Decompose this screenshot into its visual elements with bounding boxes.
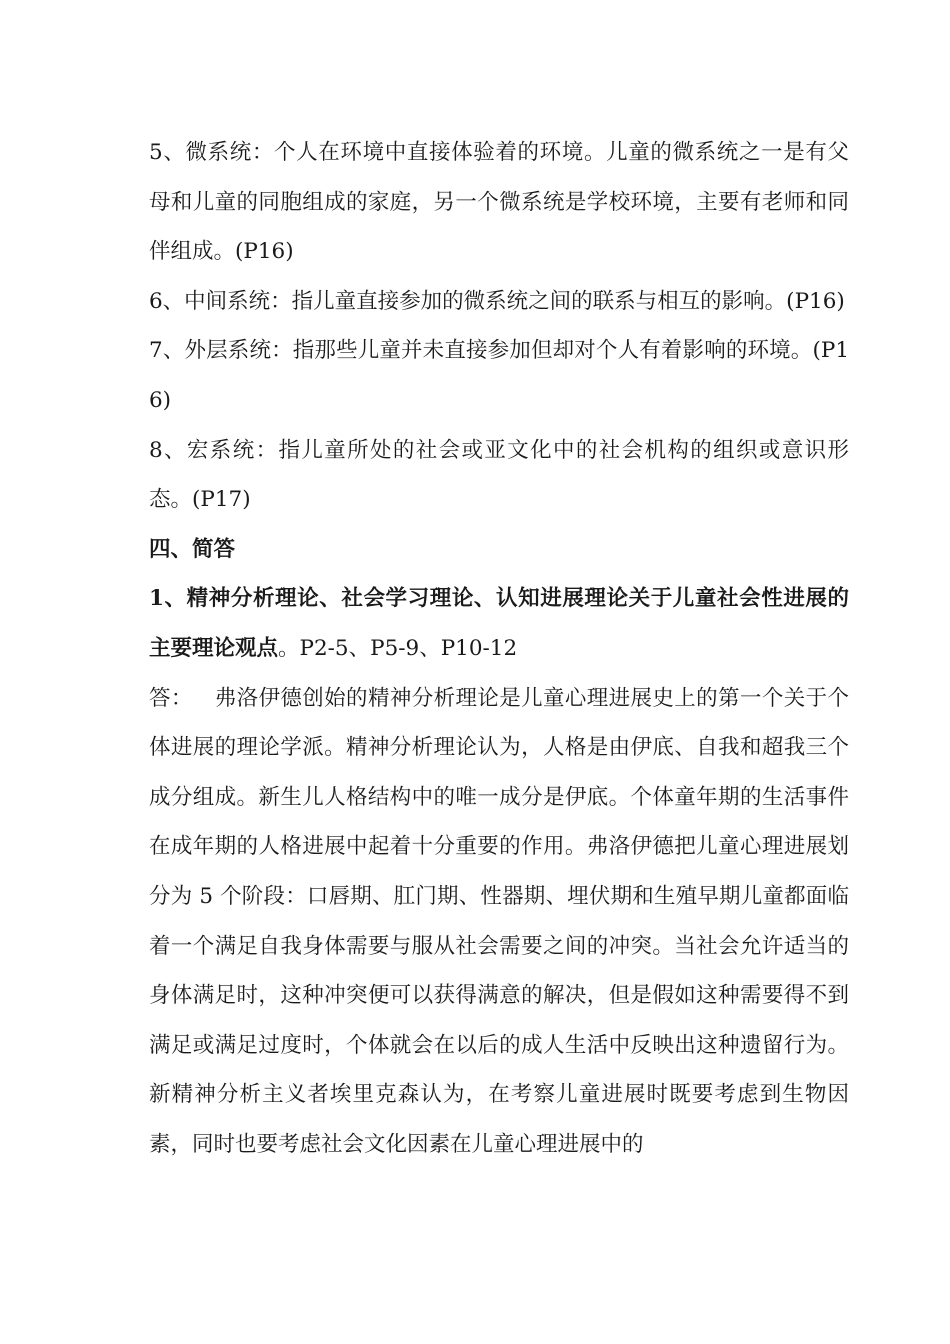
term-definition-mesosystem: 6、中间系统：指儿童直接参加的微系统之间的联系与相互的影响。(P16) [149, 288, 845, 314]
term-definition-exosystem: 7、外层系统：指那些儿童并未直接参加但却对个人有着影响的环境。(P16) [149, 338, 849, 413]
question-paragraph [149, 574, 849, 673]
section-heading: 四、简答 [149, 536, 236, 562]
answer-paragraph [149, 674, 849, 1170]
answer-label: 答： [149, 685, 193, 711]
term-definition-microsystem: 5、微系统：个人在环境中直接体验着的环境。儿童的微系统之一是有父母和儿童的同胞组成的家庭，另一个微系统是学校环境，主要有老师和同伴组成。(P16) [149, 140, 849, 265]
question-title: 1、精神分析理论、社会学习理论、认知进展理论关于儿童社会性进展的主要理论观点 [149, 586, 849, 661]
term-definition-macrosystem: 8、宏系统：指儿童所处的社会或亚文化中的社会机构的组织或意识形态。(P17) [149, 437, 849, 513]
document-page [149, 128, 849, 1169]
question-page-refs: 。P2-5、P5-9、P10-12 [278, 635, 518, 661]
answer-text: 弗洛伊德创始的精神分析理论是儿童心理进展史上的第一个关于个体进展的理论学派。精神分析理论认为，人格是由伊底、自我和超我三个成分组成。新生儿人格结构中的唯一成分是伊底。个体童年期的生活事件在成年期的人格进展中起着十分重要的作用。弗洛伊德把儿童心理进展划分为 5 个阶段：口唇期、肛门期、性器期、埋伏期和生殖早期儿童都面临着一个满足自我身体需要与服从社会需要之间的冲突。当社会允许适当的身体满足时，这种冲突便可以获得满意的解决，但是假如这种需要得不到满足或满足过度时，个体就会在以后的成人生活中反映出这种遗留行为。新精神分析主义者埃里克森认为，在考察儿童进展时既要考虑到生物因素，同时也要考虑社会文化因素在儿童心理进展中的 [149, 685, 849, 1157]
